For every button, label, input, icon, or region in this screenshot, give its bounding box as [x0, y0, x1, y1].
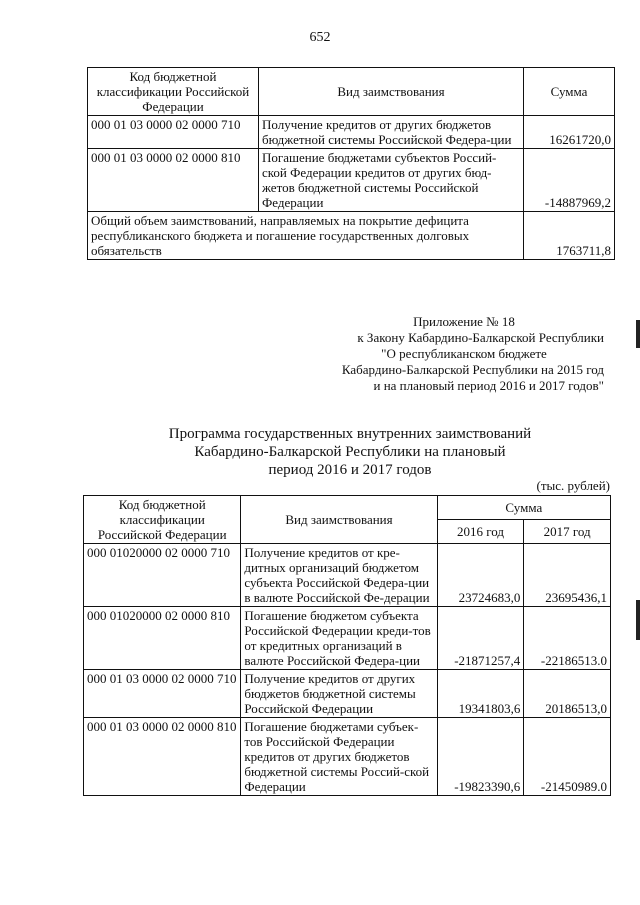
header-code: Код бюджетной классификации Российской Федерации [84, 496, 241, 544]
row-2016: 23724683,0 [437, 544, 524, 607]
table-total-row [88, 212, 615, 260]
table-row [84, 718, 611, 796]
page-number: 652 [309, 30, 331, 45]
header-type: Вид заимствования [241, 496, 437, 544]
table-row [88, 149, 615, 212]
row-2017: -21450989.0 [524, 718, 611, 796]
scan-edge-mark [636, 600, 640, 640]
table-row [88, 116, 615, 149]
row-type: Получение кредитов от других бюджетов бюджетной системы Российской Федерации [241, 670, 437, 718]
appendix-law: к Закону Кабардино-Балкарской Республики [357, 330, 604, 345]
table-row [84, 544, 611, 607]
appendix-block [284, 314, 604, 394]
table-row [84, 670, 611, 718]
row-type: Погашение бюджетами субъектов Россий-ской Федерации кредитов от других бюд-жетов бюджетной системы Российской Федерации [259, 149, 524, 212]
row-2017: -22186513.0 [524, 607, 611, 670]
appendix-budget: "О республиканском бюджете [381, 346, 547, 361]
program-title-line: период 2016 и 2017 годов [268, 462, 432, 478]
table-row [84, 607, 611, 670]
row-2016: -19823390,6 [437, 718, 524, 796]
table-header-row [84, 496, 611, 520]
program-title-line: Программа государственных внутренних заимствований [168, 426, 532, 442]
row-code: 000 01 03 0000 02 0000 710 [88, 116, 259, 149]
row-code: 000 01 03 0000 02 0000 710 [84, 670, 241, 718]
row-code: 000 01020000 02 0000 710 [84, 544, 241, 607]
program-title-line: Кабардино-Балкарской Республики на плановый [194, 444, 506, 460]
units-label: (тыс. рублей) [536, 478, 610, 493]
row-code: 000 01 03 0000 02 0000 810 [84, 718, 241, 796]
header-type: Вид заимствования [259, 68, 524, 116]
row-2016: -21871257,4 [437, 607, 524, 670]
row-2016: 19341803,6 [437, 670, 524, 718]
program-title [140, 425, 560, 479]
header-code: Код бюджетной классификации Российской Федерации [88, 68, 259, 116]
row-sum: -14887969,2 [524, 149, 615, 212]
header-2017: 2017 год [524, 520, 611, 544]
row-sum: 16261720,0 [524, 116, 615, 149]
header-2016: 2016 год [437, 520, 524, 544]
row-code: 000 01 03 0000 02 0000 810 [88, 149, 259, 212]
scan-edge-mark [636, 320, 640, 348]
total-sum: 1763711,8 [524, 212, 615, 260]
header-sum: Сумма [437, 496, 610, 520]
row-type: Получение кредитов от других бюджетов бюджетной системы Российской Федера-ции [259, 116, 524, 149]
appendix-period: и на плановый период 2016 и 2017 годов" [373, 378, 604, 393]
appendix-number: Приложение № 18 [413, 314, 515, 329]
borrowings-table-2016-2017 [83, 495, 611, 796]
total-label: Общий объем заимствований, направляемых на покрытие дефицита республиканского бюджета и погашение государственных долговых обязательств [88, 212, 524, 260]
row-type: Погашение бюджетами субъек-тов Российской Федерации кредитов от других бюджетов бюджетной системы Россий-ской Федерации [241, 718, 437, 796]
row-type: Получение кредитов от кре-дитных организаций бюджетом субъекта Российской Федера-ции в валюте Российской Фе-дерации [241, 544, 437, 607]
row-2017: 23695436,1 [524, 544, 611, 607]
borrowings-table-2015 [87, 67, 615, 260]
row-type: Погашение бюджетом субъекта Российской Федерации креди-тов от кредитных организаций в валюте Российской Федера-ции [241, 607, 437, 670]
row-code: 000 01020000 02 0000 810 [84, 607, 241, 670]
appendix-republic: Кабардино-Балкарской Республики на 2015 год [341, 362, 604, 377]
header-sum: Сумма [524, 68, 615, 116]
table-header-row [88, 68, 615, 116]
row-2017: 20186513,0 [524, 670, 611, 718]
